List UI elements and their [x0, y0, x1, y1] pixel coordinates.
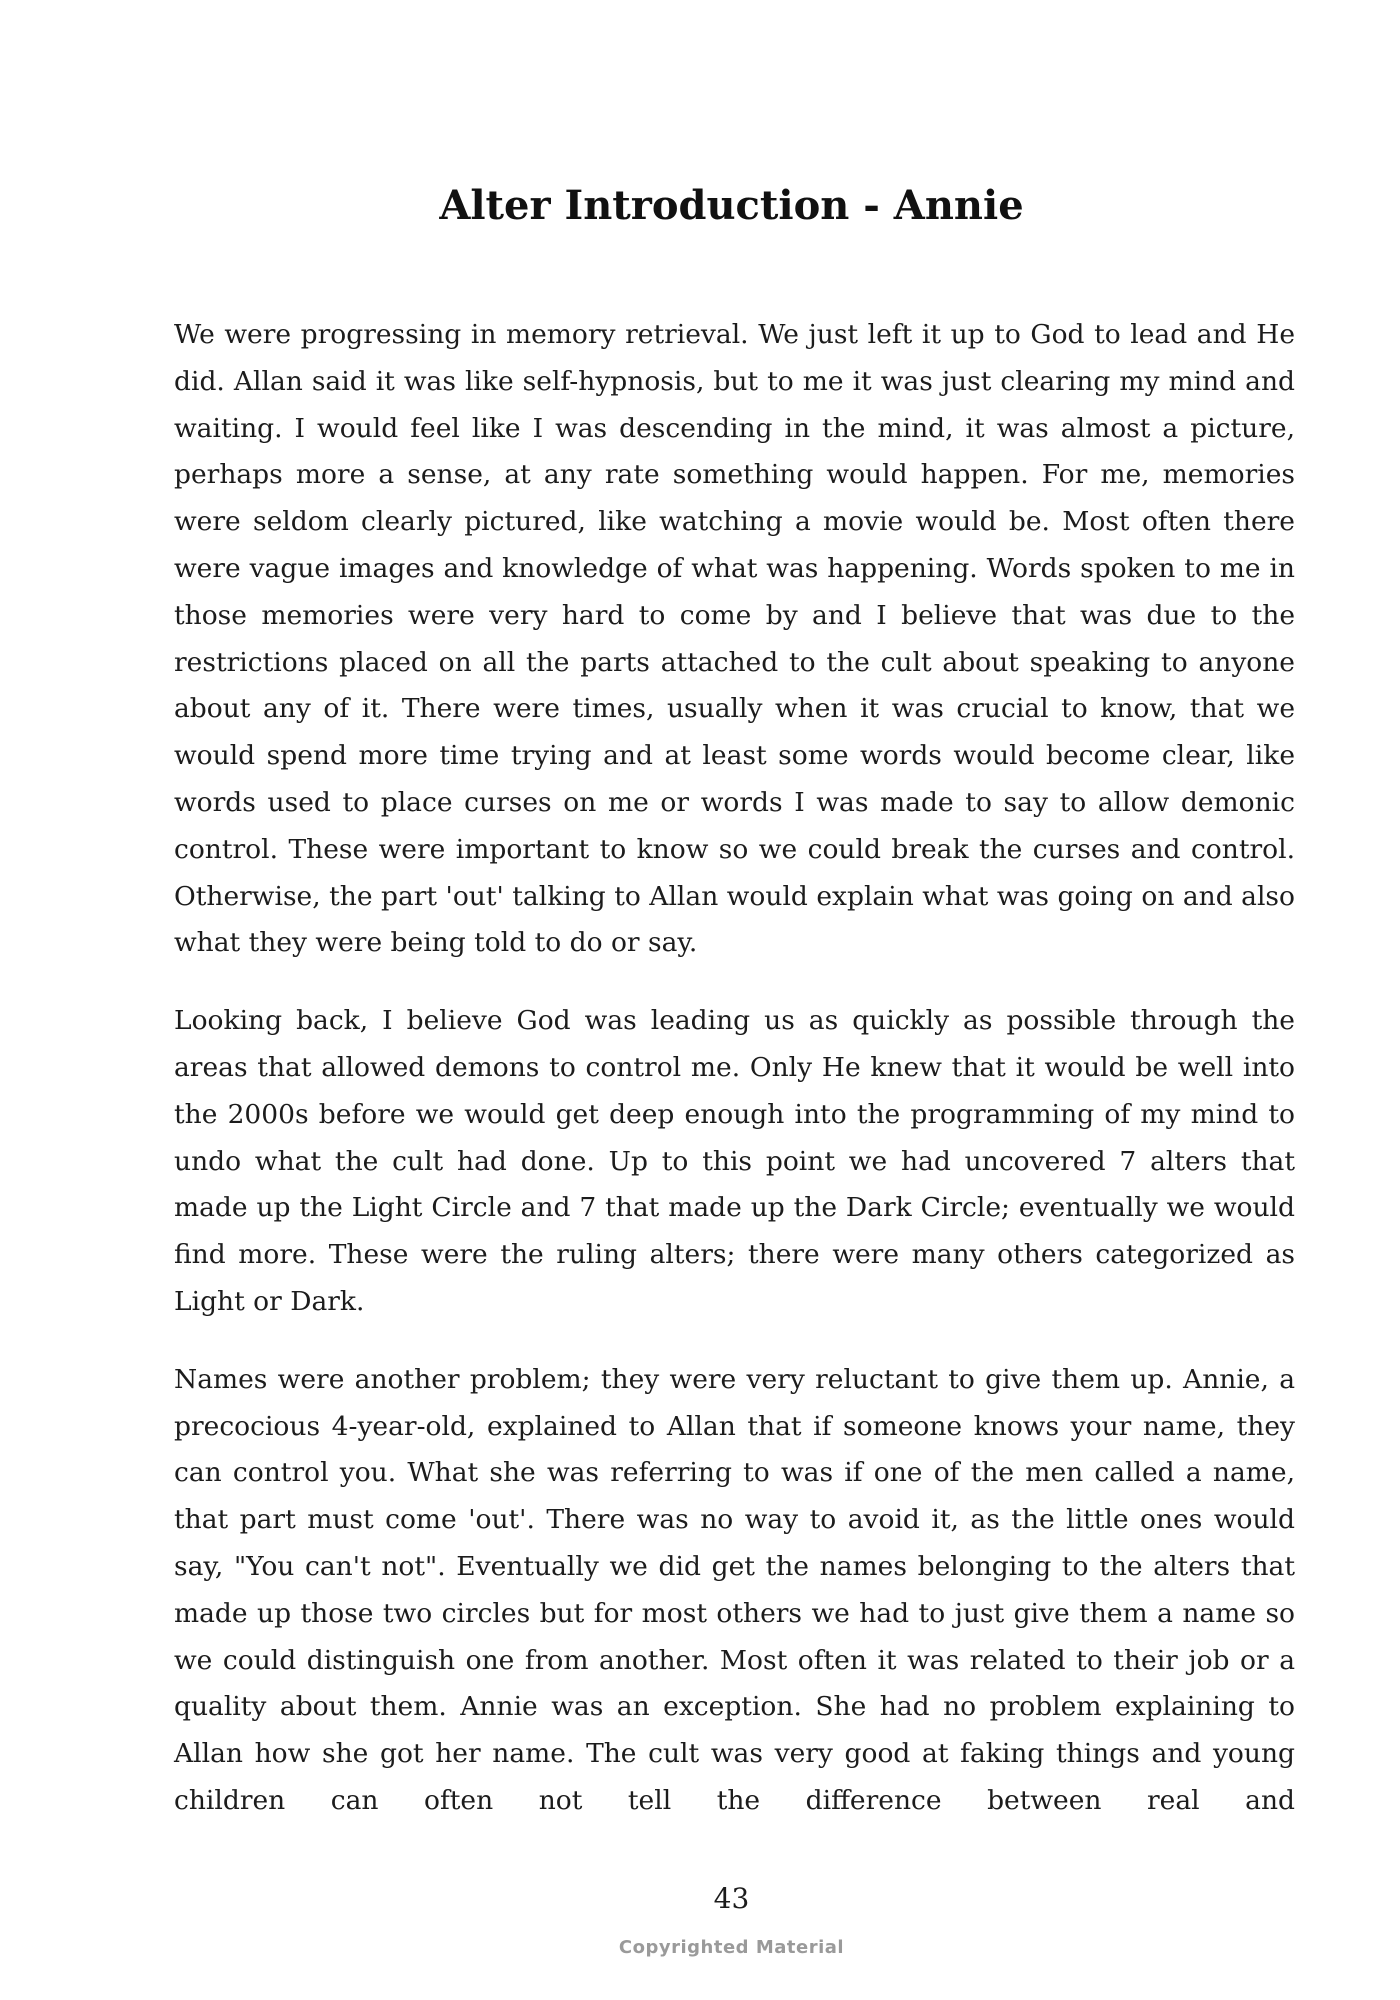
body-text [174, 312, 1295, 1856]
paragraph-2: Looking back, I believe God was leading us as quickly as possible through the areas that allowed demons to control me. Only He knew that it would be well into the 2000s before we would get deep enough into the programming of my mind to undo what the cult had done. Up to this point we had uncovered 7 alters that made up the Light Circle and 7 that made up the Dark Circle; eventually we would find more. These were the ruling alters; there were many others categorized as Light or Dark. [174, 1005, 1295, 1317]
paragraph-3: Names were another problem; they were very reluctant to give them up. Annie, a precocious 4-year-old, explained to Allan that if someone knows your name, they can control you. What she was referring to was if one of the men called a name, that part must come 'out'. There was no way to avoid it, as the little ones would say, "You can't not". Eventually we did get the names belonging to the alters that made up those two circles but for most others we had to just give them a name so we could distinguish one from another. Most often it was related to their job or a quality about them. Annie was an exception. She had no problem explaining to Allan how she got her name. The cult was very good at faking things and young children can often not tell the difference between real and [174, 1363, 1295, 1816]
chapter-title: Alter Introduction - Annie [439, 182, 1024, 229]
page-number: 43 [713, 1882, 750, 1915]
paragraph-1: We were progressing in memory retrieval. We just left it up to God to lead and He did. Allan said it was like self-hypnosis, but to me it was just clearing my mind and waiting. I would feel like I was descending in the mind, it was almost a picture, perhaps more a sense, at any rate something would happen. For me, memories were seldom clearly pictured, like watching a movie would be. Most often there were vague images and knowledge of what was happening. Words spoken to me in those memories were very hard to come by and I believe that was due to the restrictions placed on all the parts attached to the cult about speaking to anyone about any of it. There were times, usually when it was crucial to know, that we would spend more time trying and at least some words would become clear, like words used to place curses on me or words I was made to say to allow demonic control. These were important to know so we could break the curses and control. Otherwise, the part 'out' talking to Allan would explain what was going on and also what they were being told to do or say. [174, 319, 1295, 959]
copyright-notice: Copyrighted Material [618, 1937, 845, 1958]
